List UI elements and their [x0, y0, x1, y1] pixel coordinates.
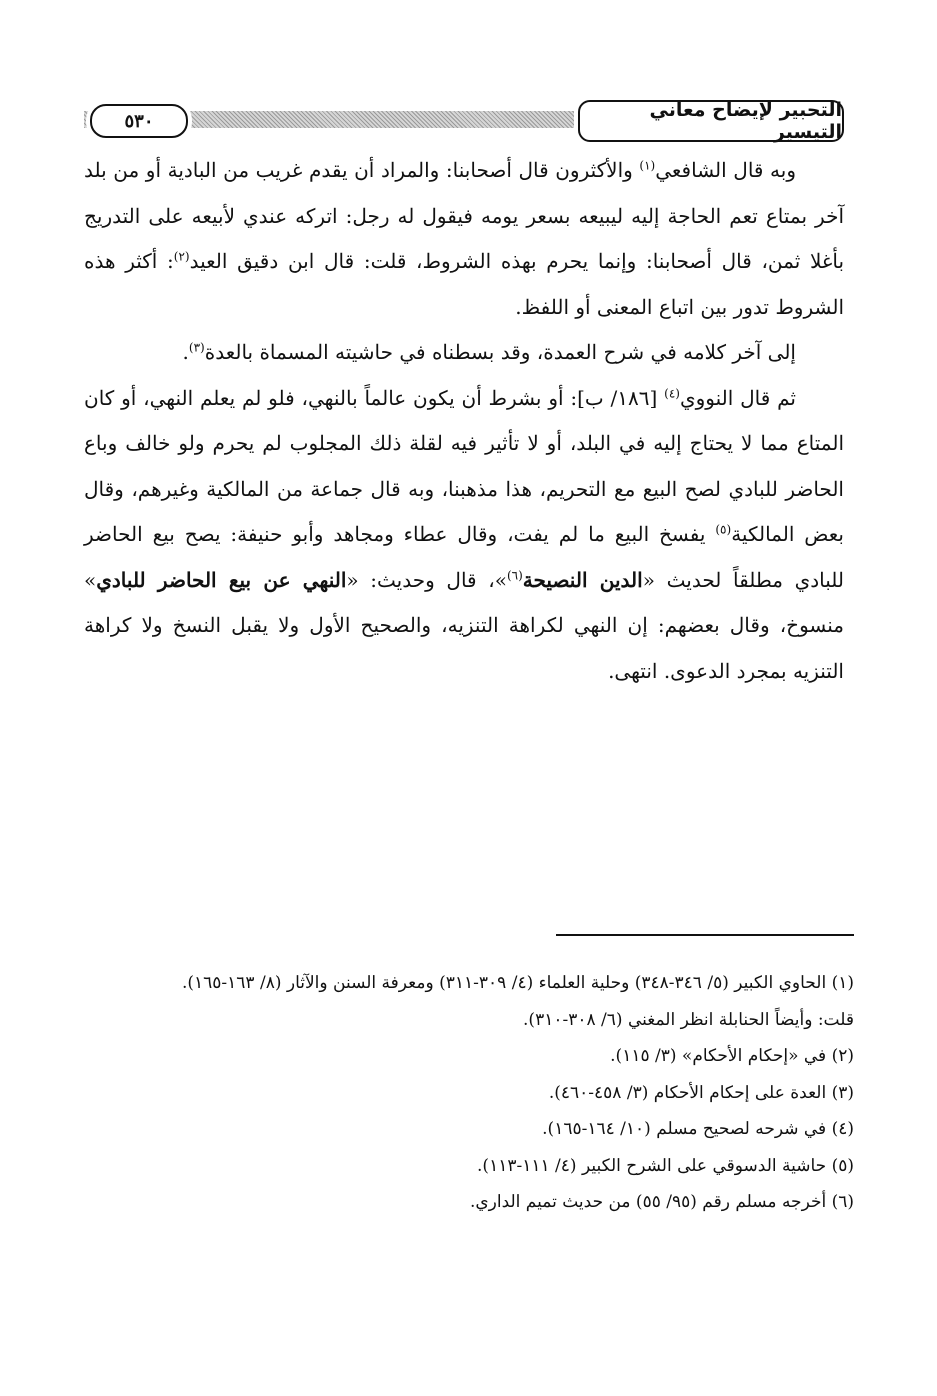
hadith-text-1: الدين النصيحة: [522, 567, 643, 592]
footnote-3: (٣) العدة على إحكام الأحكام (٣/ ٤٥٨-٤٦٠).: [548, 1082, 854, 1103]
footnote-separator: [556, 934, 854, 936]
footnote-6: (٦) أخرجه مسلم رقم (٩٥/ ٥٥) من حديث تميم الداري.: [469, 1192, 854, 1212]
footnote-ref-5[interactable]: (٥): [715, 522, 732, 537]
footnotes: [84, 965, 854, 1221]
footnote-1: (١) الحاوي الكبير (٥/ ٣٤٦-٣٤٨) وحلية العلماء (٤/ ٣٠٩-٣١١) ومعرفة السنن والآثار (٨/ ١٦٣-١٦٥).: [181, 973, 854, 993]
footnote-5: (٥) حاشية الدسوقي على الشرح الكبير (٤/ ١١١-١١٣).: [477, 1155, 854, 1176]
main-text: [84, 148, 844, 694]
hadith-text-2: النهي عن بيع الحاضر للبادي: [96, 567, 347, 592]
footnote-4: (٤) في شرحه لصحيح مسلم (١٠/ ١٦٤-١٦٥).: [542, 1119, 854, 1139]
footnote-ref-1[interactable]: (١): [639, 158, 656, 173]
page-number: ٥٣٠: [90, 104, 188, 138]
footnote-ref-4[interactable]: (٤): [664, 385, 680, 400]
footnote-ref-2[interactable]: (٢): [173, 249, 190, 264]
footnote-2: (٢) في «إحكام الأحكام» (٣/ ١١٥).: [610, 1046, 854, 1066]
footnote-ref-3[interactable]: (٣): [188, 340, 205, 355]
footnote-ref-6[interactable]: (٦): [506, 567, 523, 582]
book-title: التحبير لإيضاح معاني التيسير: [578, 100, 844, 142]
footnote-1-addendum: قلت: وأيضاً الحنابلة انظر المغني (٦/ ٣٠٨-٣١٠).: [523, 1009, 854, 1030]
paragraph-2: إلى آخر كلامه في شرح العمدة، وقد بسطناه في حاشيته المسماة بالعدة$^{(٣)}$.: [182, 340, 796, 364]
paragraph-3: ثم قال النووي$^{(٤)}$ [١٨٦/ ب]: أو بشرط أن يكون عالماً بالنهي، فلو لم يعلم النهي، أو كان المتاع مما لا يحتاج إليه في البلد، أو لا تأثير فيه لقلة ذلك المجلوب لم يحرم ولو خالف وباع الحاضر للبادي لصح البيع مع التحريم، هذا مذهبنا، وبه قال جماعة من المالكية وغيرهم، وقال بعض المالكية$^{(٥)}$ يفسخ البيع ما لم يفت، وقال عطاء ومجاهد وأبو حنيفة: يصح بيع الحاضر للبادي مطلقاً لحديث «الدين النصيحة$^{(٦)}$»، قال وحديث: «النهي عن بيع الحاضر للبادي» منسوخ، وقال بعضهم: إن النهي لكراهة التنزيه، والصحيح الأول ولا يقبل النسخ ولا كراهة التنزيه بمجرد الدعوى. انتهى.: [84, 385, 845, 683]
paragraph-1: وبه قال الشافعي$^{(١)}$ والأكثرون قال أصحابنا: والمراد أن يقدم غريب من البادية أو من بلد آخر بمتاع تعم الحاجة إليه ليبيعه بسعر يومه فيقول له رجل: اتركه عندي لأبيعه على التدريج بأغلا ثمن، قال أصحابنا: وإنما يحرم بهذه الشروط، قلت: قال ابن دقيق العيد$^{(٢)}$: أكثر هذه الشروط تدور بين اتباع المعنى أو اللفظ.: [84, 158, 845, 319]
page-header: [84, 99, 844, 143]
